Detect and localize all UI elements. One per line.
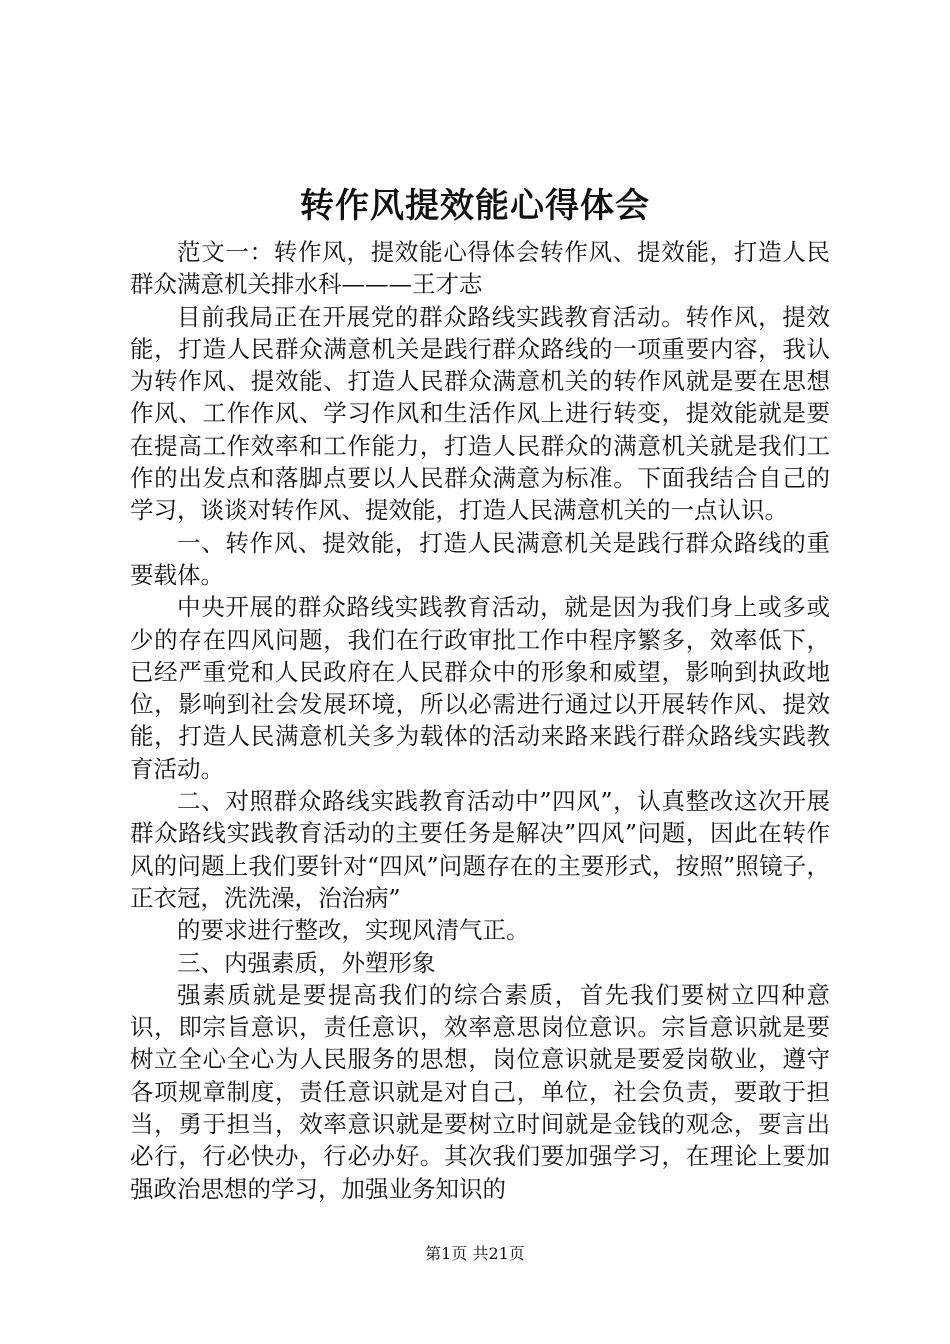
paragraph-background: 目前我局正在开展党的群众路线实践教育活动。转作风，提效能，打造人民群众满意机关是践行群众路线的一项重要内容，我认为转作风、提效能、打造人民群众满意机关的转作风就是要在思想作风、工作作风、学习作风和生活作风上进行转变，提效能就是要在提高工作效率和工作能力，打造人民群众的满意机关就是我们工作的出发点和落脚点要以人民群众满意为标准。下面我结合自己的学习，谈谈对转作风、提效能，打造人民满意机关的一点认识。 (130, 302, 830, 525)
document-title: 转作风提效能心得体会 (300, 186, 650, 226)
page-number-footer: 第1页 共21页 (425, 1244, 525, 1263)
paragraph-section-3: 三、内强素质，外塑形象 (177, 948, 436, 977)
paragraph-intro: 范文一：转作风，提效能心得体会转作风、提效能，打造人民群众满意机关排水科———王才志 (130, 238, 830, 299)
paragraph-section-1: 一、转作风、提效能，打造人民满意机关是践行群众路线的重要载体。 (130, 528, 830, 589)
paragraph-quality: 强素质就是要提高我们的综合素质，首先我们要树立四种意识，即宗旨意识，责任意识，效率意思岗位意识。宗旨意识就是要树立全心全心为人民服务的思想，岗位意识就是要爱岗敬业，遵守各项规章制度，责任意识就是对自己，单位，社会负责，要敢于担当，勇于担当，效率意识就是要树立时间就是金钱的观念，要言出必行，行必快办，行必办好。其次我们要加强学习，在理论上要加强政治思想的学习，加强业务知识的 (130, 980, 830, 1203)
paragraph-section-2: 二、对照群众路线实践教育活动中”四风”，认真整改这次开展群众路线实践教育活动的主要任务是解决”四风”问题，因此在转作风的问题上我们要针对“四风”问题存在的主要形式，按照”照镜子，正衣冠，洗洗澡，治治病” (130, 787, 830, 912)
paragraph-section-2-continued: 的要求进行整改，实现风清气正。 (177, 916, 530, 945)
document-body (130, 236, 830, 1205)
paragraph-central-campaign: 中央开展的群众路线实践教育活动，就是因为我们身上或多或少的存在四风问题，我们在行政审批工作中程序繁多，效率低下，已经严重党和人民政府在人民群众中的形象和威望，影响到执政地位，影响到社会发展环境，所以必需进行通过以开展转作风、提效能，打造人民满意机关多为载体的活动来路来践行群众路线实践教育活动。 (130, 593, 830, 783)
